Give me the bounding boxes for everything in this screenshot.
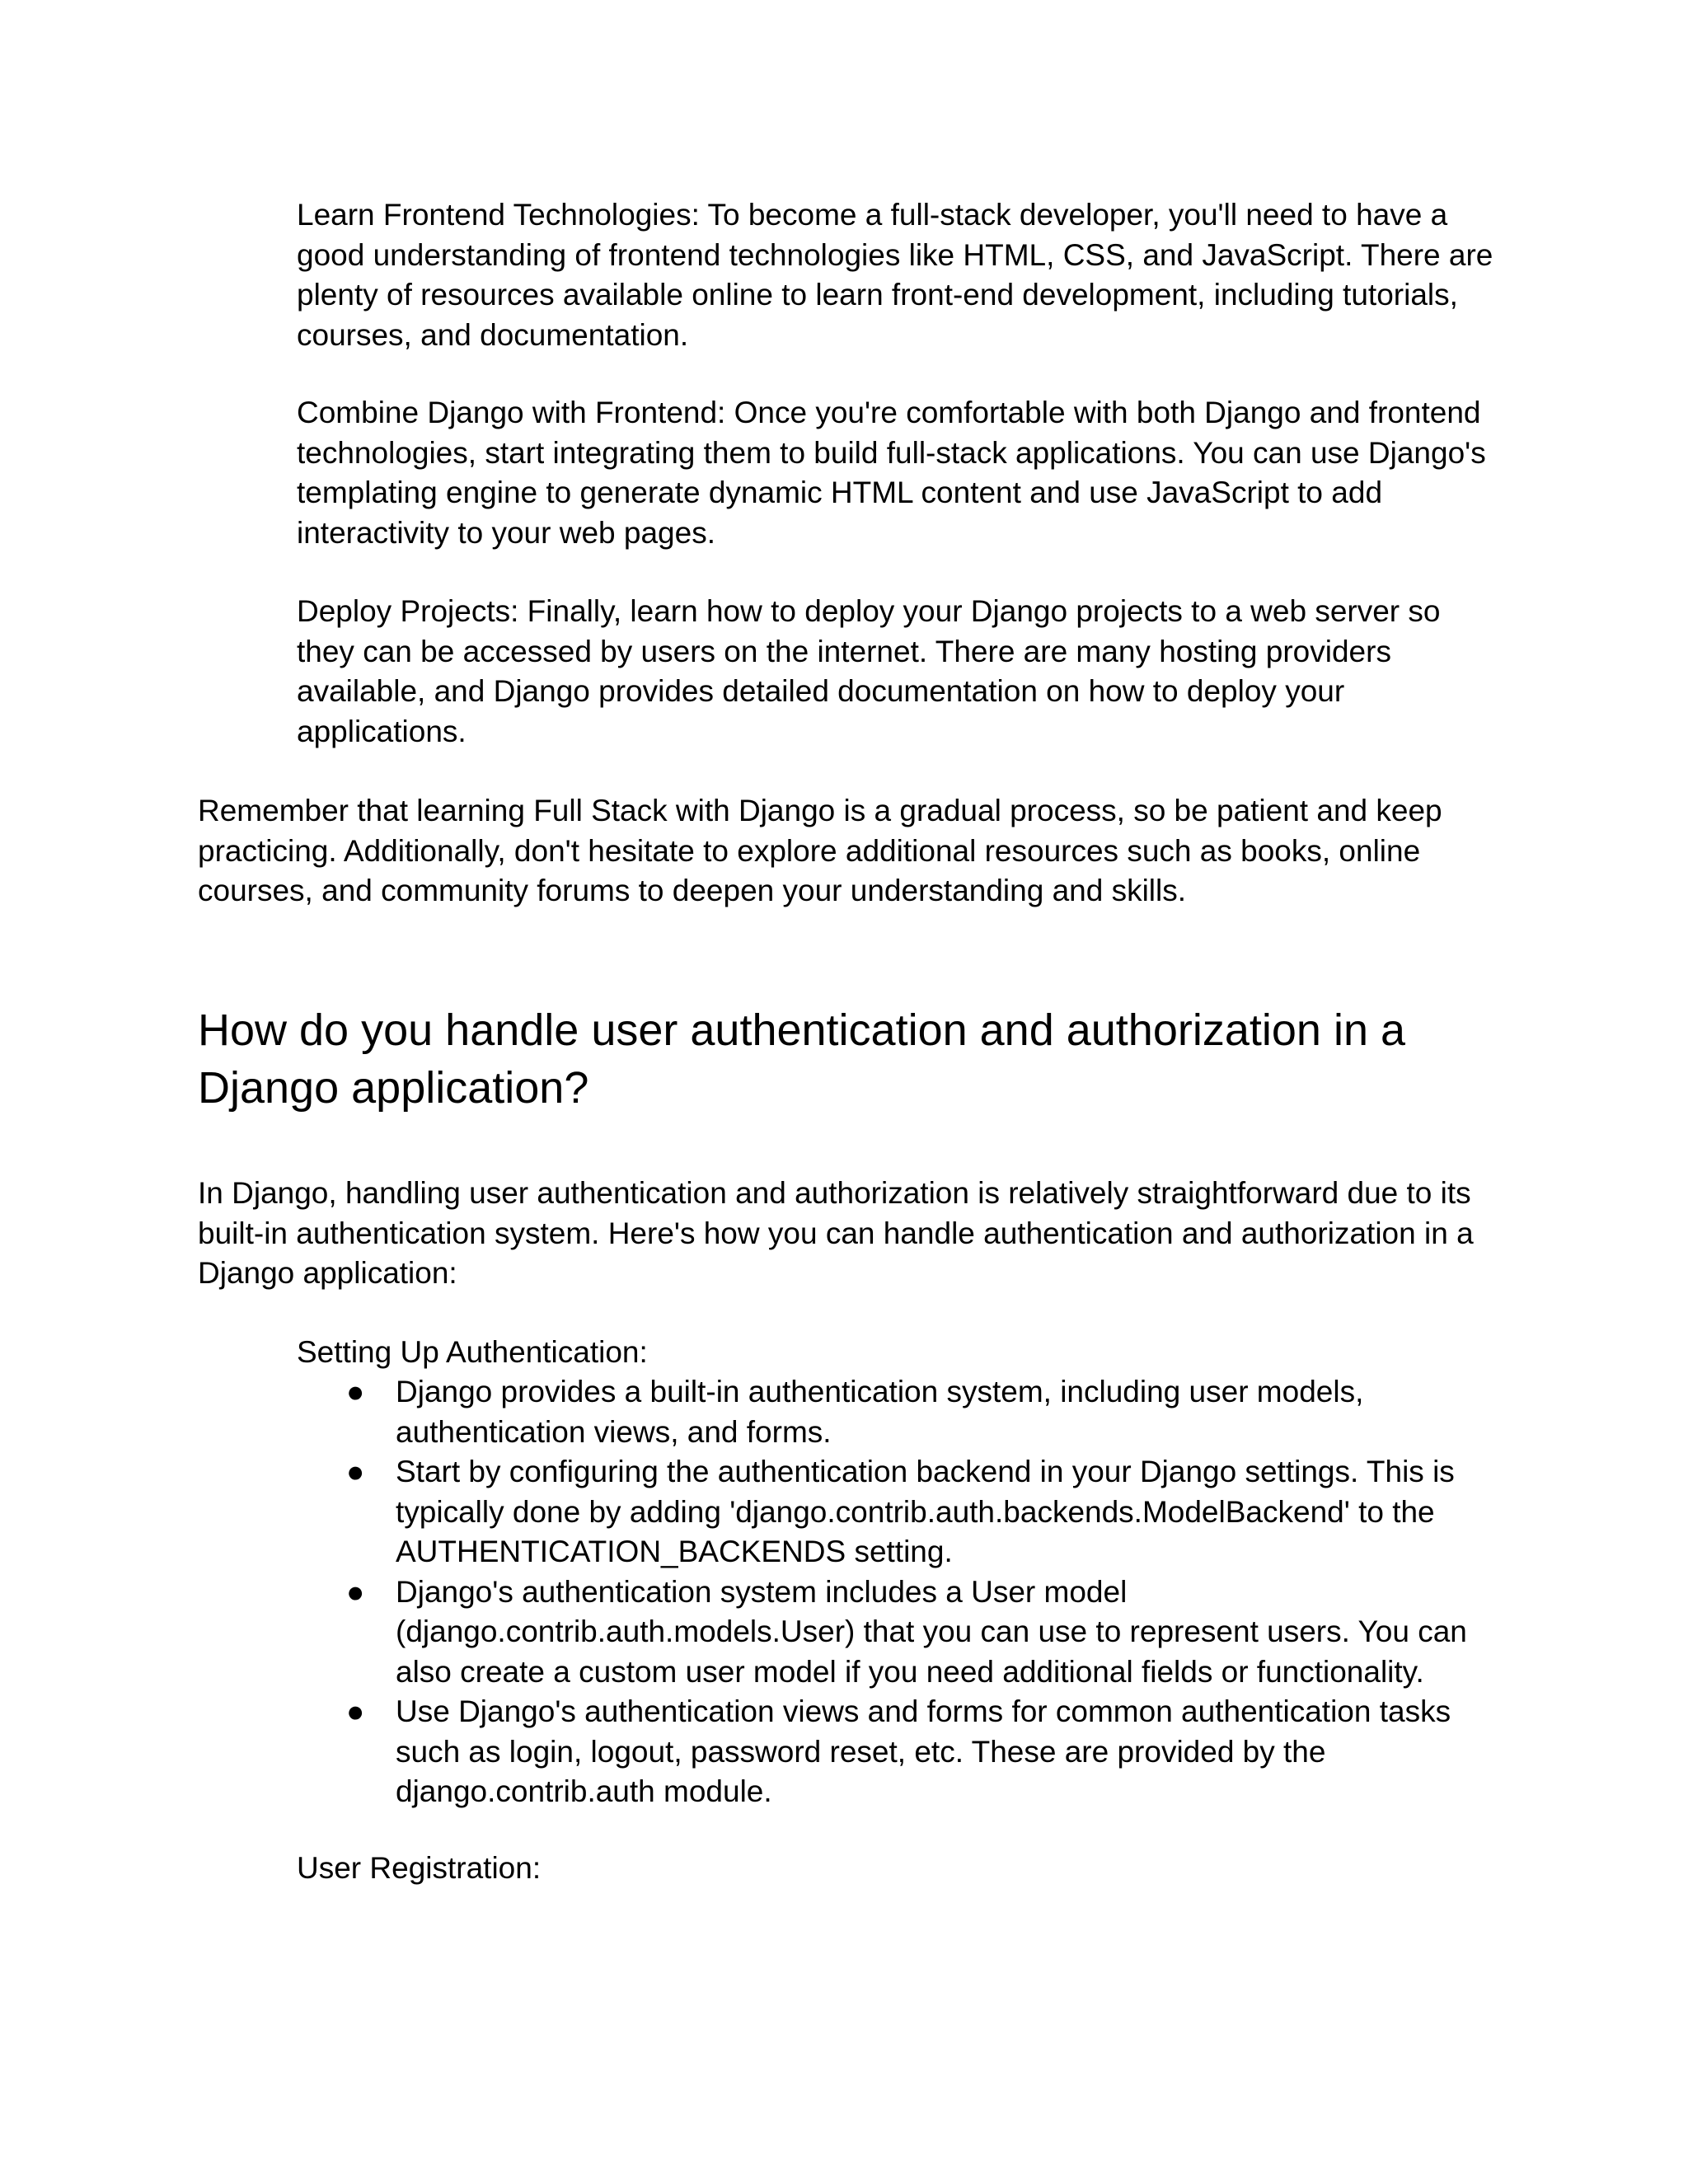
bullet-icon: ●: [346, 1574, 365, 1609]
text-line: available, and Django provides detailed documentation on how to deploy your: [297, 674, 1345, 708]
text-line: AUTHENTICATION_BACKENDS setting.: [396, 1535, 953, 1568]
list-item: [297, 1692, 1467, 1812]
text-line: Combine Django with Frontend: Once you're comfortable with both Django and frontend: [297, 396, 1481, 429]
text-line: also create a custom user model if you need additional fields or functionality.: [396, 1654, 1424, 1689]
section-heading: [198, 1001, 1405, 1117]
paragraph-intro: [198, 1174, 1474, 1294]
bullet-icon: ●: [346, 1455, 365, 1488]
text-line: such as login, logout, password reset, etc. These are provided by the: [396, 1734, 1326, 1769]
text-line: Django provides a built-in authentication system, including user models,: [396, 1375, 1364, 1408]
text-line: practicing. Additionally, don't hesitate to explore additional resources such as books, online: [198, 833, 1421, 868]
text-line: authentication views, and forms.: [396, 1414, 832, 1449]
list-item: [297, 1572, 1467, 1693]
heading-line: How do you handle user authentication and authorization in a: [198, 1005, 1406, 1055]
text-line: Deploy Projects: Finally, learn how to deploy your Django projects to a web server so: [297, 594, 1441, 628]
bullet-icon: ●: [346, 1694, 365, 1728]
text-line: Start by configuring the authentication backend in your Django settings. This is: [396, 1455, 1455, 1488]
paragraph-combine-django: [297, 393, 1486, 553]
text-line: django.contrib.auth module.: [396, 1774, 772, 1808]
bullet-icon: ●: [346, 1375, 365, 1408]
paragraph-learn-frontend: [297, 195, 1493, 355]
text-line: Remember that learning Full Stack with Django is a gradual process, so be patient and keep: [198, 794, 1442, 827]
text-line: Use Django's authentication views and forms for common authentication tasks: [396, 1694, 1451, 1728]
list-item: [297, 1372, 1467, 1452]
text-line: interactivity to your web pages.: [297, 515, 715, 550]
text-line: (django.contrib.auth.models.User) that you can use to represent users. You can: [396, 1615, 1467, 1648]
text-line: typically done by adding 'django.contrib.auth.backends.ModelBackend' to the: [396, 1494, 1435, 1529]
setup-bullet-list: [297, 1372, 1467, 1812]
paragraph-remember: [198, 791, 1442, 912]
text-line: courses, and documentation.: [297, 317, 689, 352]
text-line: Django application:: [198, 1256, 457, 1290]
text-line: plenty of resources available online to learn front-end development, including tutorials,: [297, 278, 1458, 312]
text-line: technologies, start integrating them to build full-stack applications. You can use Django's: [297, 435, 1486, 470]
text-line: Learn Frontend Technologies: To become a full-stack developer, you'll need to have a: [297, 198, 1448, 232]
list-item: [297, 1452, 1467, 1572]
text-line: courses, and community forums to deepen your understanding and skills.: [198, 874, 1187, 907]
text-line: Django's authentication system includes a User model: [396, 1574, 1128, 1609]
text-line: applications.: [297, 714, 467, 748]
text-line: User Registration:: [297, 1851, 542, 1885]
heading-line: Django application?: [198, 1063, 589, 1113]
text-line: templating engine to generate dynamic HTML content and use JavaScript to add: [297, 476, 1383, 509]
registration-section-title: [297, 1849, 541, 1889]
text-line: built-in authentication system. Here's how you can handle authentication and authorization in a: [198, 1216, 1474, 1250]
text-line: In Django, handling user authentication and authorization is relatively straightforward due to its: [198, 1176, 1471, 1210]
paragraph-deploy-projects: [297, 592, 1440, 752]
text-line: good understanding of frontend technologies like HTML, CSS, and JavaScript. There are: [297, 237, 1493, 272]
text-line: they can be accessed by users on the internet. There are many hosting providers: [297, 634, 1391, 668]
text-line: Setting Up Authentication:: [297, 1335, 648, 1369]
setup-section-title: [297, 1333, 648, 1373]
